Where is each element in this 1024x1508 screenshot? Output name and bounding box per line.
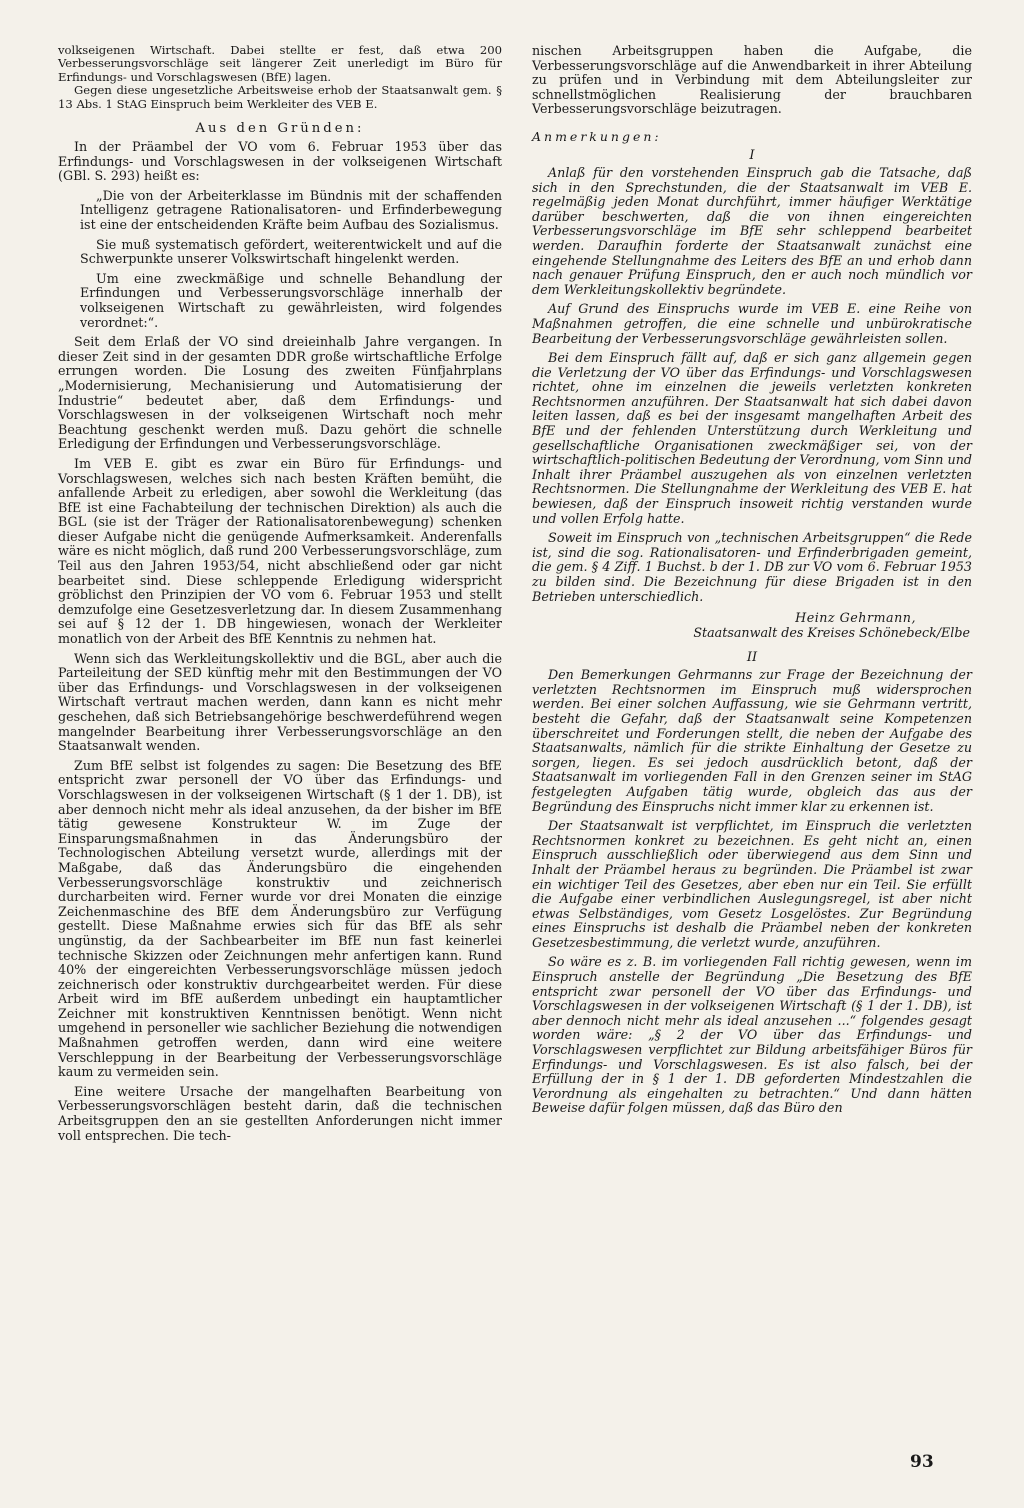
quote-paragraph-2: Sie muß systematisch gefördert, weiterentwickelt und auf die Schwerpunkte unserer Volkswirtschaft hingelenkt werden.: [80, 236, 502, 267]
quote-paragraph-1: „Die von der Arbeiterklasse im Bündnis mit der schaffenden Intelligenz getragene Rationalisatoren- und Erfinderbewegung ist eine der entscheidenden Kräfte beim Aufbau des Sozialismus.: [80, 187, 502, 232]
body-paragraph-4: Wenn sich das Werkleitungskollektiv und die BGL, aber auch die Parteileitung der SED künftig mehr mit den Bestimmungen der VO über das Erfindungs- und Vorschlagswesen in der volkseigenen Wirtschaft vertraut machen werden, dann kann es nicht mehr geschehen, daß sich Betriebsangehörige beschwerdeführend wegen mangelnder Bearbeitung ihrer Verbesserungsvorschläge an den Staatsanwalt wenden.: [58, 650, 502, 754]
left-column: [58, 44, 502, 1143]
right-column: [532, 44, 972, 1143]
text-columns: [58, 43, 972, 1143]
body-paragraph-2: Seit dem Erlaß der VO sind dreieinhalb Jahre vergangen. In dieser Zeit sind in der gesamten DDR große wirtschaftliche Erfolge errungen worden. Die Losung des zweiten Fünfjahrplans „Modernisierung, Mechanisierung und Automatisierung der Industrie“ bedeutet aber, daß dem Erfindungs- und Vorschlagswesen in der volkseigenen Wirtschaft noch mehr Beachtung geschenkt werden muß. Dazu gehört die schnelle Erledigung der Erfindungen und Verbesserungsvorschläge.: [58, 334, 502, 452]
intro-paragraph-2: Gegen diese ungesetzliche Arbeitsweise erhob der Staatsanwalt gem. § 13 Abs. 1 StAG Einspruch beim Werkleiter des VEB E.: [58, 83, 502, 111]
annotation-paragraph-4: Soweit im Einspruch von „technischen Arbeitsgruppen“ die Rede ist, sind die sog. Rationalisatoren- und Erfinderbrigaden gemeint, die gem. § 4 Ziff. 1 Buchst. b der 1. DB zur VO vom 6. Februar 1953 zu bilden sind. Die Bezeichnung für diese Brigaden ist in den Betrieben unterschiedlich.: [532, 530, 972, 604]
body-paragraph-1: In der Präambel der VO vom 6. Februar 1953 über das Erfindungs- und Vorschlagswesen in der volkseigenen Wirtschaft (GBl. S. 293) heißt es:: [58, 139, 502, 184]
body-paragraph-5: Zum BfE selbst ist folgendes zu sagen: Die Besetzung des BfE entspricht zwar personell der VO über das Erfindungs- und Vorschlagswesen in der volkseigenen Wirtschaft (§ 1 der 1. DB), ist aber dennoch nicht mehr als ideal anzusehen, da der bisher im BfE tätig gewesene Konstrukteur W. im Zuge der Einsparungsmaßnahmen in das Änderungsbüro der Technologischen Abteilung versetzt wurde, allerdings mit der Maßgabe, daß das Änderungsbüro die eingehenden Verbesserungsvorschläge konstruktiv und zeichnerisch durcharbeiten wird. Ferner wurde vor drei Monaten die einzige Zeichenmaschine des BfE dem Änderungsbüro zur Verfügung gestellt. Diese Maßnahme erwies sich für das BfE als sehr ungünstig, da der Sachbearbeiter im BfE nun fast keinerlei technische Skizzen oder Zeichnungen mehr anfertigen kann. Rund 40% der eingereichten Verbesserungsvorschläge müssen jedoch zeichnerisch oder konstruktiv durchgearbeitet werden. Für diese Arbeit wird im BfE außerdem unbedingt ein hauptamtlicher Zeichner mit konstruktiven Kenntnissen benötigt. Wenn nicht umgehend in personeller wie sachlicher Beziehung die notwendigen Maßnahmen getroffen werden, dann wird eine weitere Verschleppung in der Bearbeitung der Verbesserungsvorschläge kaum zu vermeiden sein.: [58, 757, 502, 1080]
annotation-2: [532, 668, 972, 1116]
continuation-paragraph: nischen Arbeitsgruppen haben die Aufgabe, die Verbesserungsvorschläge auf die Anwendbarkeit in ihrer Abteilung zu prüfen und in Verbindung mit dem Abteilungsleiter zur schnellstmöglichen Realisierung der brauchbaren Verbesserungsvorschläge beizutragen.: [532, 43, 972, 117]
roman-numeral-2: II: [746, 650, 758, 666]
intro-block: [58, 44, 502, 111]
body-paragraph-6: Eine weitere Ursache der mangelhaften Bearbeitung von Verbesserungsvorschlägen besteht darin, daß die technischen Arbeitsgruppen den an sie gestellten Anforderungen nicht immer voll entsprechen. Die tech-: [58, 1083, 502, 1143]
signature-title: Staatsanwalt des Kreises Schönebeck/Elbe: [693, 625, 970, 641]
annotation-paragraph-1: Anlaß für den vorstehenden Einspruch gab die Tatsache, daß sich in den Sprechstunden, die der Staatsanwalt im VEB E. regelmäßig jeden Monat durchführt, immer häufiger Werktätige darüber beschwerten, daß die von ihnen eingereichten Verbesserungsvorschläge im BfE sehr schleppend bearbeitet werden. Daraufhin forderte der Staatsanwalt zunächst eine eingehende Stellungnahme des Leiters des BfE an und erhob dann nach genauer Prüfung Einspruch, den er auch noch mündlich vor dem Werkleitungskollektiv begründete.: [532, 164, 972, 297]
quote-paragraph-3: Um eine zweckmäßige und schnelle Behandlung der Erfindungen und Verbesserungsvorschläge innerhalb der volkseigenen Wirtschaft zu gewährleisten, wird folgendes verordnet:“.: [80, 270, 502, 330]
annotation-paragraph-6: Der Staatsanwalt ist verpflichtet, im Einspruch die verletzten Rechtsnormen konkret zu bezeichnen. Es geht nicht an, einen Einspruch ausschließlich oder überwiegend aus dem Sinn und Inhalt der Präambel heraus zu begründen. Die Präambel ist zwar ein wichtiger Teil des Gesetzes, aber eben nur ein Teil. Sie erfüllt die Aufgabe einer verbindlichen Auslegungsregel, ist aber nicht etwas Selbständiges, vom Gesetz Losgelöstes. Zur Begründung eines Einspruchs ist deshalb die Präambel neben der konkreten Gesetzesbestimmung, die verletzt wurde, anzuführen.: [532, 818, 972, 950]
annotation-paragraph-7: So wäre es z. B. im vorliegenden Fall richtig gewesen, wenn im Einspruch anstelle der Begründung „Die Besetzung des BfE entspricht zwar personell der VO über das Erfindungs- und Vorschlagswesen in der volkseigenen Wirtschaft (§ 1 der 1. DB), ist aber dennoch nicht mehr als ideal anzusehen ...“ folgendes gesagt worden wäre: „§ 2 der VO über das Erfindungs- und Vorschlagswesen verpflichtet zur Bildung arbeitsfähiger Büros für Erfindungs- und Vorschlagswesen. Es ist also falsch, bei der Erfüllung der in § 1 der 1. DB geforderten Mindestzahlen die Verordnung als eingehalten zu betrachten.“ Und dann hätten Beweise dafür folgen müssen, daß das Büro den: [532, 954, 972, 1116]
intro-paragraph: volkseigenen Wirtschaft. Dabei stellte er fest, daß etwa 200 Verbesserungsvorschläge seit längerer Zeit unerledigt im Büro für Erfindungs- und Vorschlagswesen (BfE) lagen.: [58, 43, 502, 84]
body-paragraph-3: Im VEB E. gibt es zwar ein Büro für Erfindungs- und Vorschlagswesen, welches sich nach besten Kräften bemüht, die anfallende Arbeit zu erledigen, aber sowohl die Werkleitung (das BfE ist eine Fachabteilung der technischen Direktion) als auch die BGL (sie ist der Träger der Rationalisatorenbewegung) schenken dieser Aufgabe nicht die genügende Aufmerksamkeit. Anderenfalls wäre es nicht möglich, daß rund 200 Verbesserungsvorschläge, zum Teil aus den Jahren 1953/54, nicht abschließend oder gar nicht bearbeitet sind. Diese schleppende Erledigung widerspricht gröblichst den Prinzipien der VO vom 6. Februar 1953 und stellt demzufolge eine Gesetzesverletzung dar. In diesem Zusammenhang sei auf § 12 der 1. DB hingewiesen, wonach der Werkleiter monatlich von der Arbeit des BfE Kenntnis zu nehmen hat.: [58, 455, 502, 647]
roman-numeral-1: I: [749, 147, 755, 163]
annotation-paragraph-3: Bei dem Einspruch fällt auf, daß er sich ganz allgemein gegen die Verletzung der VO über das Erfindungs- und Vorschlagswesen richtet, ohne im einzelnen die jeweils verletzten konkreten Rechtsnormen anzuführen. Der Staatsanwalt hat sich dabei davon leiten lassen, daß es bei der insgesamt mangelhaften Arbeit des BfE und der fehlenden Unterstützung durch Werkleitung und gesellschaftliche Organisationen zweckmäßiger sei, von der wirtschaftlich-politischen Bedeutung der Verordnung, vom Sinn und Inhalt ihrer Präambel auszugehen als von einzelnen verletzten Rechtsnormen. Die Stellungnahme der Werkleitung des VEB E. hat bewiesen, daß der Einspruch insoweit richtig verstanden wurde und vollen Erfolg hatte.: [532, 350, 972, 526]
section-heading: Aus den Gründen:: [195, 121, 365, 137]
annotation-paragraph-2: Auf Grund des Einspruchs wurde im VEB E. eine Reihe von Maßnahmen getroffen, die eine schnelle und unbürokratische Bearbeitung der Verbesserungsvorschläge gewährleisten sollen.: [532, 301, 972, 346]
annotation-1: [532, 166, 972, 604]
remarks-label: Anmerkungen:: [532, 128, 662, 144]
signature-name: Heinz Gehrmann,: [795, 610, 916, 626]
page-number: 93: [910, 1452, 934, 1472]
annotation-paragraph-5: Den Bemerkungen Gehrmanns zur Frage der Bezeichnung der verletzten Rechtsnormen im Einspruch muß widersprochen werden. Bei einer solchen Auffassung, wie sie Gehrmann vertritt, besteht die Gefahr, daß der Staatsanwalt seine Kompetenzen überschreitet und Forderungen stellt, die neben der Aufgabe des Staatsanwalts, nämlich für die strikte Einhaltung der Gesetze zu sorgen, liegen. Es sei jedoch ausdrücklich betont, daß der Staatsanwalt im vorliegenden Fall in den Grenzen seiner im StAG festgelegten Aufgaben tätig wurde, obgleich das aus der Begründung des Einspruchs nicht immer klar zu erkennen ist.: [532, 667, 972, 814]
